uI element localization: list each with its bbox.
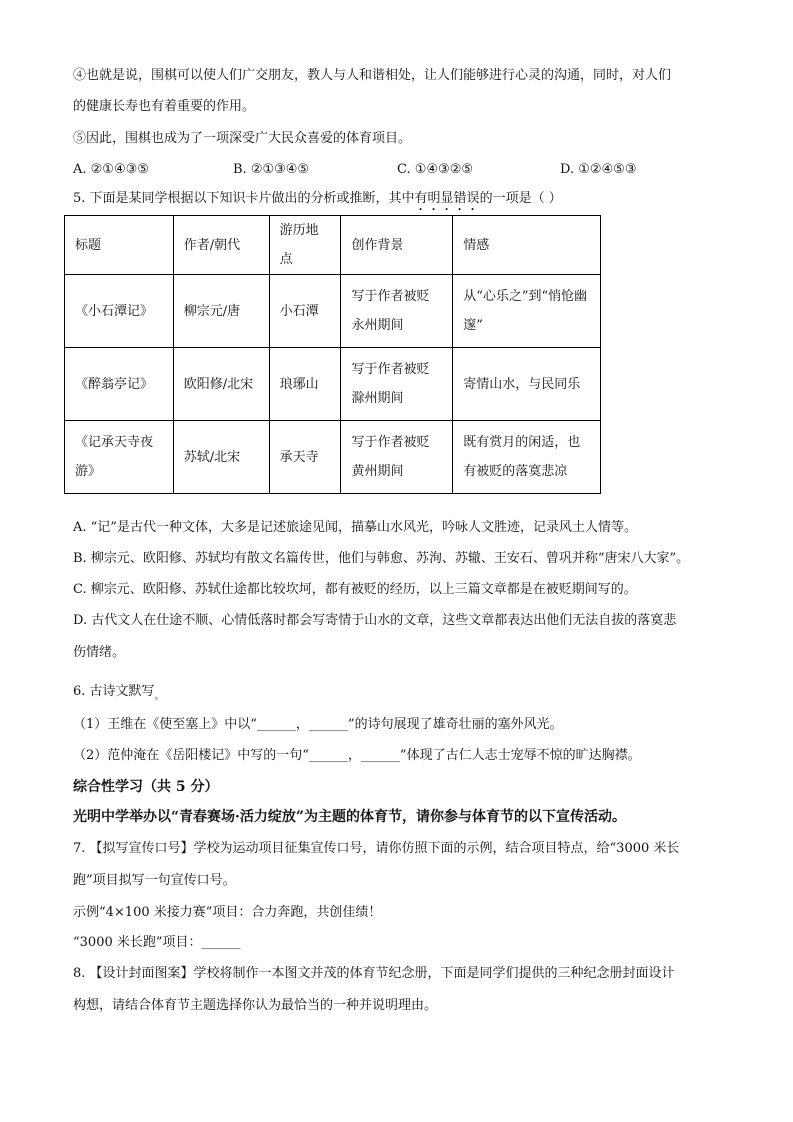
q7-example: 示例“4×100 米接力赛”项目：合力奔跑，共创佳绩！ (73, 905, 382, 920)
passage-para-5: ⑤因此，围棋也成为了一项深受广大民众喜爱的体育项目。 (73, 131, 412, 146)
q5-option-d: D. 古代文人在仕途不顺、心情低落时都会写寄情于山水的文章，这些文章都表达出他们无法自拔的落寞悲 (73, 613, 677, 628)
section-intro: 光明中学举办以“青春赛场·活力绽放”为主题的体育节，请你参与体育节的以下宣传活动。 (73, 809, 626, 825)
table-cell: 《记承天寺夜游》 (65, 421, 174, 494)
q5-option-b: B. 柳宗元、欧阳修、苏轼均有散文名篇传世，他们与韩愈、苏洵、苏辙、王安石、曾巩并称“唐宋八大家”。 (73, 551, 690, 566)
table-cell: 从“心乐之”到“悄怆幽邃” (453, 275, 601, 348)
table-header: 创作背景 (341, 216, 453, 275)
q7-stem-cont: 跑”项目拟写一句宣传口号。 (73, 873, 236, 888)
q5-stem (73, 190, 562, 214)
table-cell: 写于作者被贬永州期间 (341, 275, 453, 348)
table-header: 标题 (65, 216, 174, 275)
q5-stem-emphasis: 有明显错误 (414, 191, 480, 206)
passage-para-4: ④也就是说，围棋可以使人们广交朋友，教人与人和谐相处，让人们能够进行心灵的沟通，同时，对人们 (73, 68, 672, 83)
table-cell: 《小石潭记》 (65, 275, 174, 348)
table-cell: 苏轼/北宋 (173, 421, 269, 494)
table-cell: 《醉翁亭记》 (65, 348, 174, 421)
table-header: 游历地点 (269, 216, 341, 275)
table-cell: 欧阳修/北宋 (173, 348, 269, 421)
table-cell: 写于作者被贬滁州期间 (341, 348, 453, 421)
table-row (65, 421, 601, 494)
section-heading: 综合性学习（共 5 分） (73, 779, 219, 795)
q6-sentence-1: （1）王维在《使至塞上》中以“______，______”的诗句展现了雄奇壮丽的塞外风光。 (73, 717, 563, 732)
table-cell: 柳宗元/唐 (173, 275, 269, 348)
q5-stem-suffix: 的一项是（ ） (479, 191, 562, 206)
q5-option-d-cont: 伤情绪。 (73, 645, 126, 660)
q5-option-c: C. 柳宗元、欧阳修、苏轼仕途都比较坎坷，都有被贬的经历，以上三篇文章都是在被贬期间写的。 (73, 582, 637, 597)
q8-stem-cont: 构想，请结合体育节主题选择你认为最恰当的一种并说明理由。 (73, 998, 438, 1013)
q4-option-c: C. ①④③②⑤ (397, 162, 474, 177)
table-header: 作者/朝代 (173, 216, 269, 275)
table-row (65, 348, 601, 421)
table-cell: 琅琊山 (269, 348, 341, 421)
table-cell: 既有赏月的闲适，也有被贬的落寞悲凉 (453, 421, 601, 494)
q4-option-d: D. ①②④⑤③ (560, 162, 637, 177)
knowledge-card-table (64, 215, 601, 494)
q4-option-b: B. ②①③④⑤ (233, 162, 310, 177)
q6-title (73, 683, 165, 706)
table-cell: 承天寺 (269, 421, 341, 494)
table-header-row (65, 216, 601, 275)
table-cell: 寄情山水，与民同乐 (453, 348, 601, 421)
q7-stem: 7. 【拟写宣传口号】学校为运动项目征集宣传口号，请你仿照下面的示例，结合项目特点，给“3000 米长 (73, 841, 680, 856)
table-cell: 写于作者被贬黄州期间 (341, 421, 453, 494)
q5-option-a: A. “记”是古代一种文体，大多是记述旅途见闻，描摹山水风光，吟咏人文胜迹，记录风土人情等。 (73, 520, 637, 535)
table-row (65, 275, 601, 348)
q5-stem-prefix: 5. 下面是某同学根据以下知识卡片做出的分析或推断，其中 (73, 191, 415, 206)
passage-para-4-cont: 的健康长寿也有着重要的作用。 (73, 99, 256, 114)
q7-answer-line: “3000 米长跑”项目：______ (73, 935, 241, 950)
q6-title-mark: 。 (154, 691, 165, 702)
q8-stem: 8. 【设计封面图案】学校将制作一本图文并茂的体育节纪念册，下面是同学们提供的三种纪念册封面设计 (73, 966, 675, 981)
q4-option-a: A. ②①④③⑤ (73, 162, 149, 177)
q6-title-text: 6. 古诗文默写 (73, 684, 155, 699)
table-header: 情感 (453, 216, 601, 275)
q6-sentence-2: （2）范仲淹在《岳阳楼记》中写的一句“______，______”体现了古仁人志士宠辱不惊的旷达胸襟。 (73, 748, 641, 763)
table-cell: 小石潭 (269, 275, 341, 348)
